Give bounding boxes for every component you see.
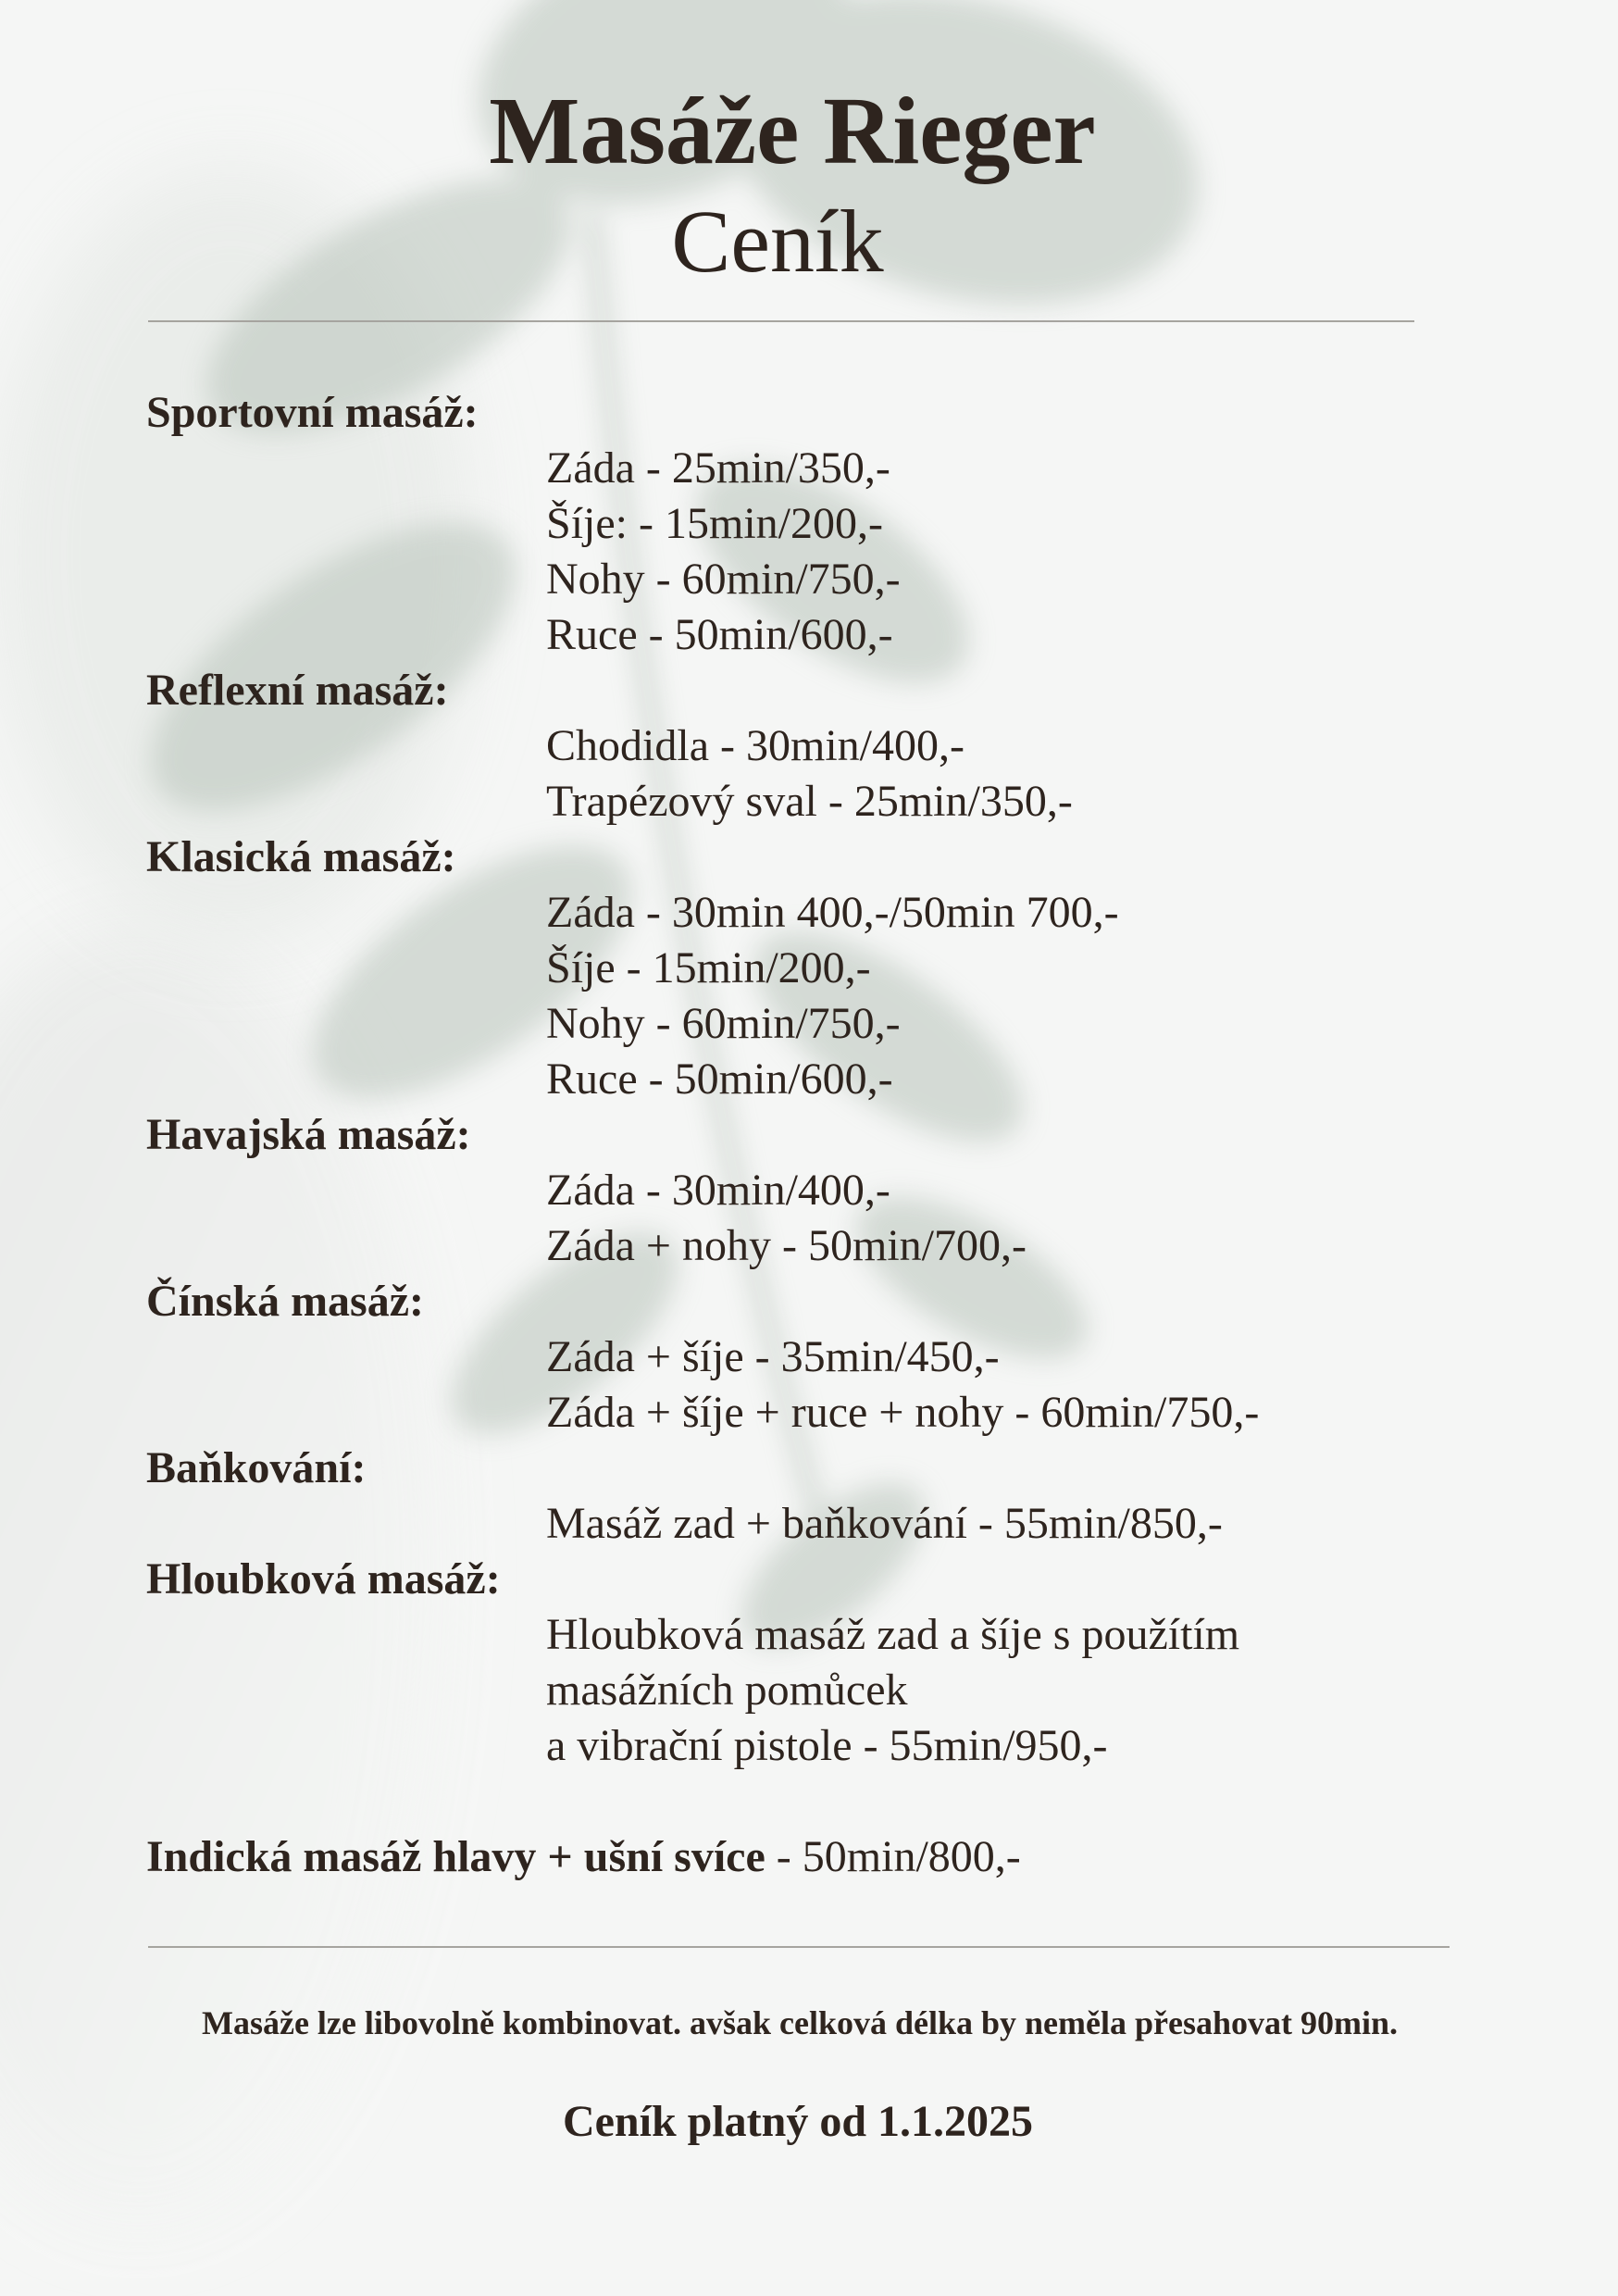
price-item: Ruce - 50min/600,- [546, 610, 893, 659]
top-divider [148, 320, 1414, 322]
section-heading: Sportovní masáž: [146, 388, 479, 437]
section-heading: Havajská masáž: [146, 1110, 471, 1159]
price-item: Šíje: - 15min/200,- [546, 499, 883, 548]
price-item: Trapézový sval - 25min/350,- [546, 777, 1073, 826]
indian-massage-name: Indická masáž hlavy + ušní svíce [146, 1832, 765, 1881]
price-item: masážních pomůcek [546, 1666, 908, 1715]
indian-massage-line [146, 1829, 1021, 1885]
section-heading: Reflexní masáž: [146, 666, 449, 715]
price-item: Záda + šíje + ruce + nohy - 60min/750,- [546, 1388, 1260, 1437]
price-item: Nohy - 60min/750,- [546, 999, 901, 1048]
price-item: Záda + šíje - 35min/450,- [546, 1332, 1000, 1381]
price-item: Ruce - 50min/600,- [546, 1054, 893, 1104]
price-item: Masáž zad + baňkování - 55min/850,- [546, 1499, 1223, 1548]
price-item: Nohy - 60min/750,- [546, 555, 901, 604]
price-item: Chodidla - 30min/400,- [546, 721, 965, 770]
page-title: Masáže Rieger [489, 78, 1096, 184]
validity-note: Ceník platný od 1.1.2025 [562, 2097, 1034, 2146]
price-item: a vibrační pistole - 55min/950,- [546, 1721, 1108, 1770]
price-item: Šíje - 15min/200,- [546, 943, 871, 992]
bottom-divider [148, 1946, 1450, 1948]
price-item: Záda - 30min/400,- [546, 1166, 890, 1215]
section-heading: Baňkování: [146, 1443, 367, 1492]
section-heading: Hloubková masáž: [146, 1554, 501, 1603]
indian-massage-price: - 50min/800,- [765, 1832, 1021, 1881]
price-item: Záda + nohy - 50min/700,- [546, 1221, 1027, 1270]
page-subtitle: Ceník [671, 192, 884, 291]
price-item: Záda - 25min/350,- [546, 443, 890, 493]
section-heading: Klasická masáž: [146, 832, 456, 881]
section-heading: Čínská masáž: [146, 1277, 425, 1326]
combination-note: Masáže lze libovolně kombinovat. avšak celková délka by neměla přesahovat 90min. [201, 2004, 1398, 2041]
price-item: Hloubková masáž zad a šíje s použítím [546, 1610, 1240, 1659]
price-item: Záda - 30min 400,-/50min 700,- [546, 888, 1119, 937]
